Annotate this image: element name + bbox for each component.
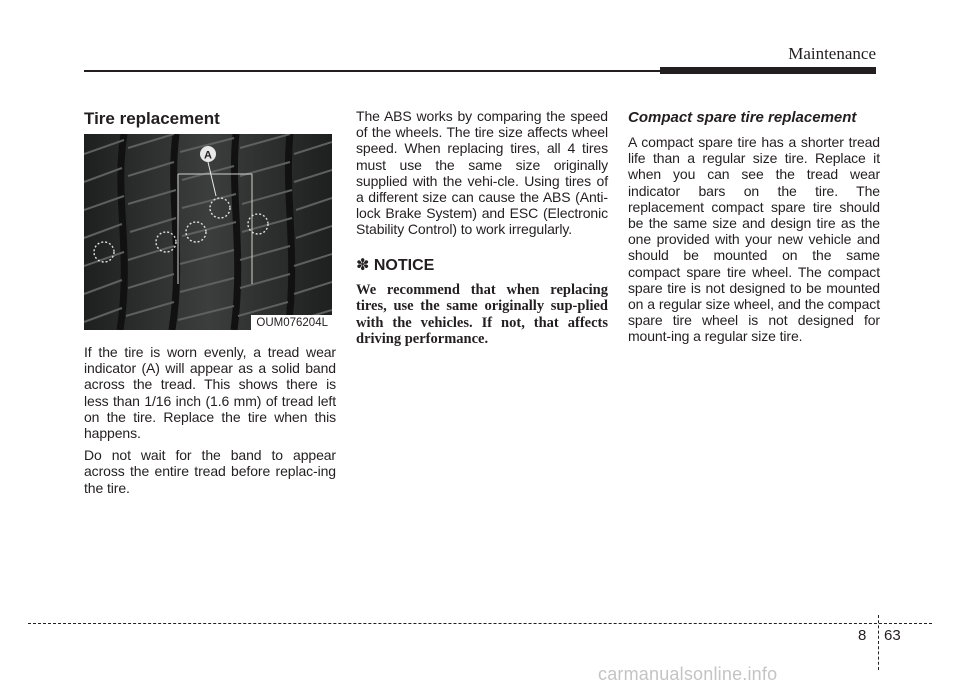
watermark: carmanualsonline.info	[598, 664, 778, 684]
section-title: Maintenance	[788, 44, 876, 63]
figure-code: OUM076204L	[251, 315, 332, 330]
column-3	[628, 108, 880, 351]
compact-spare-paragraph: A compact spare tire has a shorter tread life than a regular size tire. Replace it when you can see the tread wear indicator bars on the tire. The replacement compact spare tire should be the same size and design tire as the one provided with your new vehicle and should be mounted on the same compact spare tire wheel. The compact spare tire is not designed to be mounted on a regular size wheel, and the compact spare tire wheel is not designed for mount-ing a regular size tire.	[628, 134, 880, 345]
notice-title: NOTICE	[373, 256, 435, 274]
header-rule-thin	[84, 70, 660, 72]
tire-tread-illustration	[84, 134, 332, 330]
header-rule-thick	[660, 67, 876, 74]
page-number: 63	[884, 627, 901, 644]
callout-a: A	[204, 149, 212, 162]
column-1	[84, 108, 336, 502]
notice-heading	[356, 256, 608, 276]
chapter-number: 8	[858, 627, 867, 644]
tire-replacement-heading: Tire replacement	[84, 109, 220, 128]
tire-tread-figure	[84, 134, 332, 330]
replace-timing-paragraph: Do not wait for the band to appear across the entire tread before replac-ing the tire.	[84, 447, 336, 496]
notice-text: We recommend that when replacing tires, use the same originally sup-plied with the vehicles. If not, that affects driving performance.	[356, 281, 608, 348]
compact-spare-heading: Compact spare tire replacement	[628, 109, 857, 126]
footer-rule	[28, 623, 932, 624]
abs-paragraph: The ABS works by comparing the speed of the wheels. The tire size affects wheel speed. When replacing tires, all 4 tires must use the same size originally supplied with the vehi-cle. Using tires of a different size can cause the ABS (Anti-lock Brake System) and ESC (Electronic Stability Control) to work irregularly.	[356, 108, 608, 238]
tread-indicator-paragraph: If the tire is worn evenly, a tread wear indicator (A) will appear as a solid band across the tread. This shows there is less than 1/16 inch (1.6 mm) of tread left on the tire. Replace the tire when this happens.	[84, 344, 336, 442]
column-2	[356, 108, 608, 348]
page-number-divider	[878, 615, 879, 670]
notice-symbol-icon: ✽	[356, 256, 370, 274]
